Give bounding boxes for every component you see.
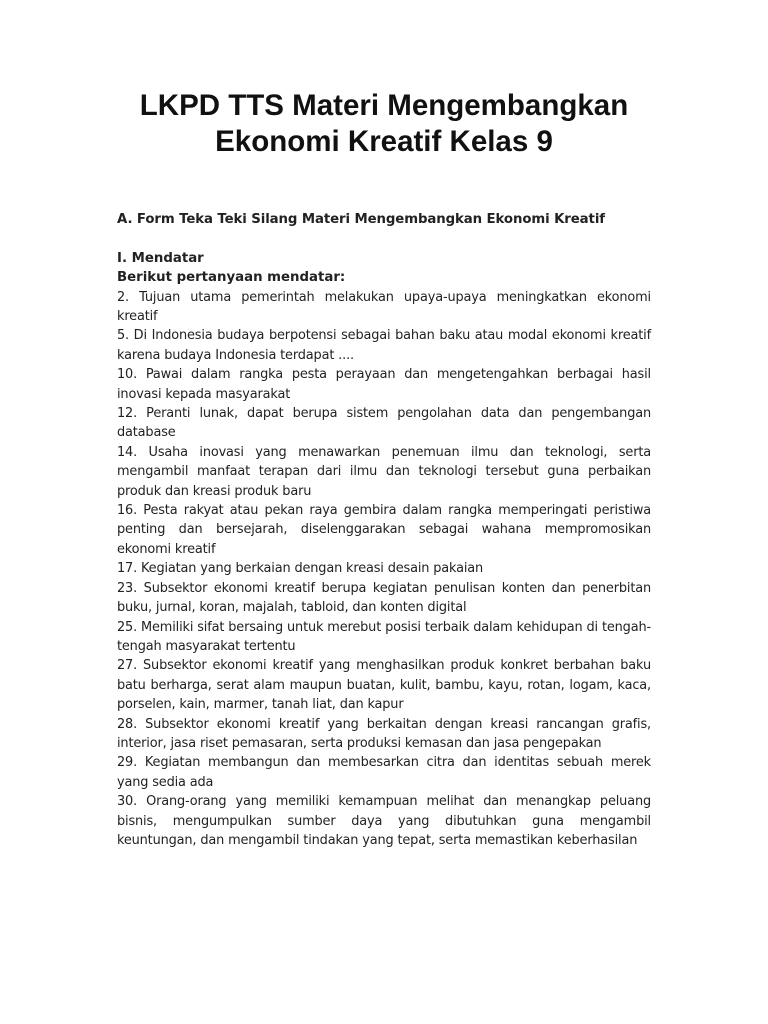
clue-list	[117, 288, 651, 851]
clue-item: 17. Kegiatan yang berkaian dengan kreasi desain pakaian	[117, 561, 484, 577]
clue-item: 23. Subsektor ekonomi kreatif berupa kegiatan penulisan konten dan penerbitan buku, jurnal, koran, majalah, tabloid, dan konten digital	[117, 580, 651, 616]
clue-item: 14. Usaha inovasi yang menawarkan penemuan ilmu dan teknologi, serta mengambil manfaat terapan dari ilmu dan teknologi tersebut guna perbaikan produk dan kreasi produk baru	[117, 444, 651, 499]
clue-item: 25. Memiliki sifat bersaing untuk merebut posisi terbaik dalam kehidupan di tengah-tengah masyarakat tertentu	[117, 619, 651, 654]
document-title-line-2: Ekonomi Kreatif Kelas 9	[215, 125, 553, 158]
clue-item: 10. Pawai dalam rangka pesta perayaan dan mengetengahkan berbagai hasil inovasi kepada masyarakat	[117, 367, 651, 402]
document-title-line-1: LKPD TTS Materi Mengembangkan	[139, 89, 629, 122]
clue-item: 16. Pesta rakyat atau pekan raya gembira dalam rangka memperingati peristiwa penting dan bersejarah, diselenggarakan sebagai wahana mempromosikan ekonomi kreatif	[117, 503, 651, 557]
clue-item: 2. Tujuan utama pemerintah melakukan upaya-upaya meningkatkan ekonomi kreatif	[117, 289, 651, 325]
paragraph-spacer	[117, 229, 651, 248]
document-title	[90, 88, 678, 160]
clue-item: 30. Orang-orang yang memiliki kemampuan melihat dan menangkap peluang bisnis, mengumpulkan sumber daya yang dibutuhkan guna mengambil keuntungan, dan mengambil tindakan yang tepat, serta memastikan keberhasilan	[117, 794, 651, 848]
clue-item: 27. Subsektor ekonomi kreatif yang menghasilkan produk konkret berbahan baku batu berharga, serat alam maupun buatan, kulit, bambu, kayu, rotan, logam, kaca, porselen, kain, marmer, tanah liat, dan kapur	[117, 658, 651, 713]
clue-item: 28. Subsektor ekonomi kreatif yang berkaitan dengan kreasi rancangan grafis, interior, jasa riset pemasaran, serta produksi kemasan dan jasa pengepakan	[117, 716, 651, 751]
clue-item: 29. Kegiatan membangun dan membesarkan citra dan identitas sebuah merek yang sedia ada	[117, 755, 651, 790]
clue-item: 12. Peranti lunak, dapat berupa sistem pengolahan data dan pengembangan database	[117, 406, 651, 441]
clue-item: 5. Di Indonesia budaya berpotensi sebagai bahan baku atau modal ekonomi kreatif karena budaya Indonesia terdapat ....	[117, 328, 651, 363]
section-heading: A. Form Teka Teki Silang Materi Mengembangkan Ekonomi Kreatif	[117, 212, 605, 227]
subsection-heading: I. Mendatar	[117, 250, 204, 266]
document-body	[117, 210, 651, 850]
clues-intro: Berikut pertanyaan mendatar:	[117, 270, 346, 286]
